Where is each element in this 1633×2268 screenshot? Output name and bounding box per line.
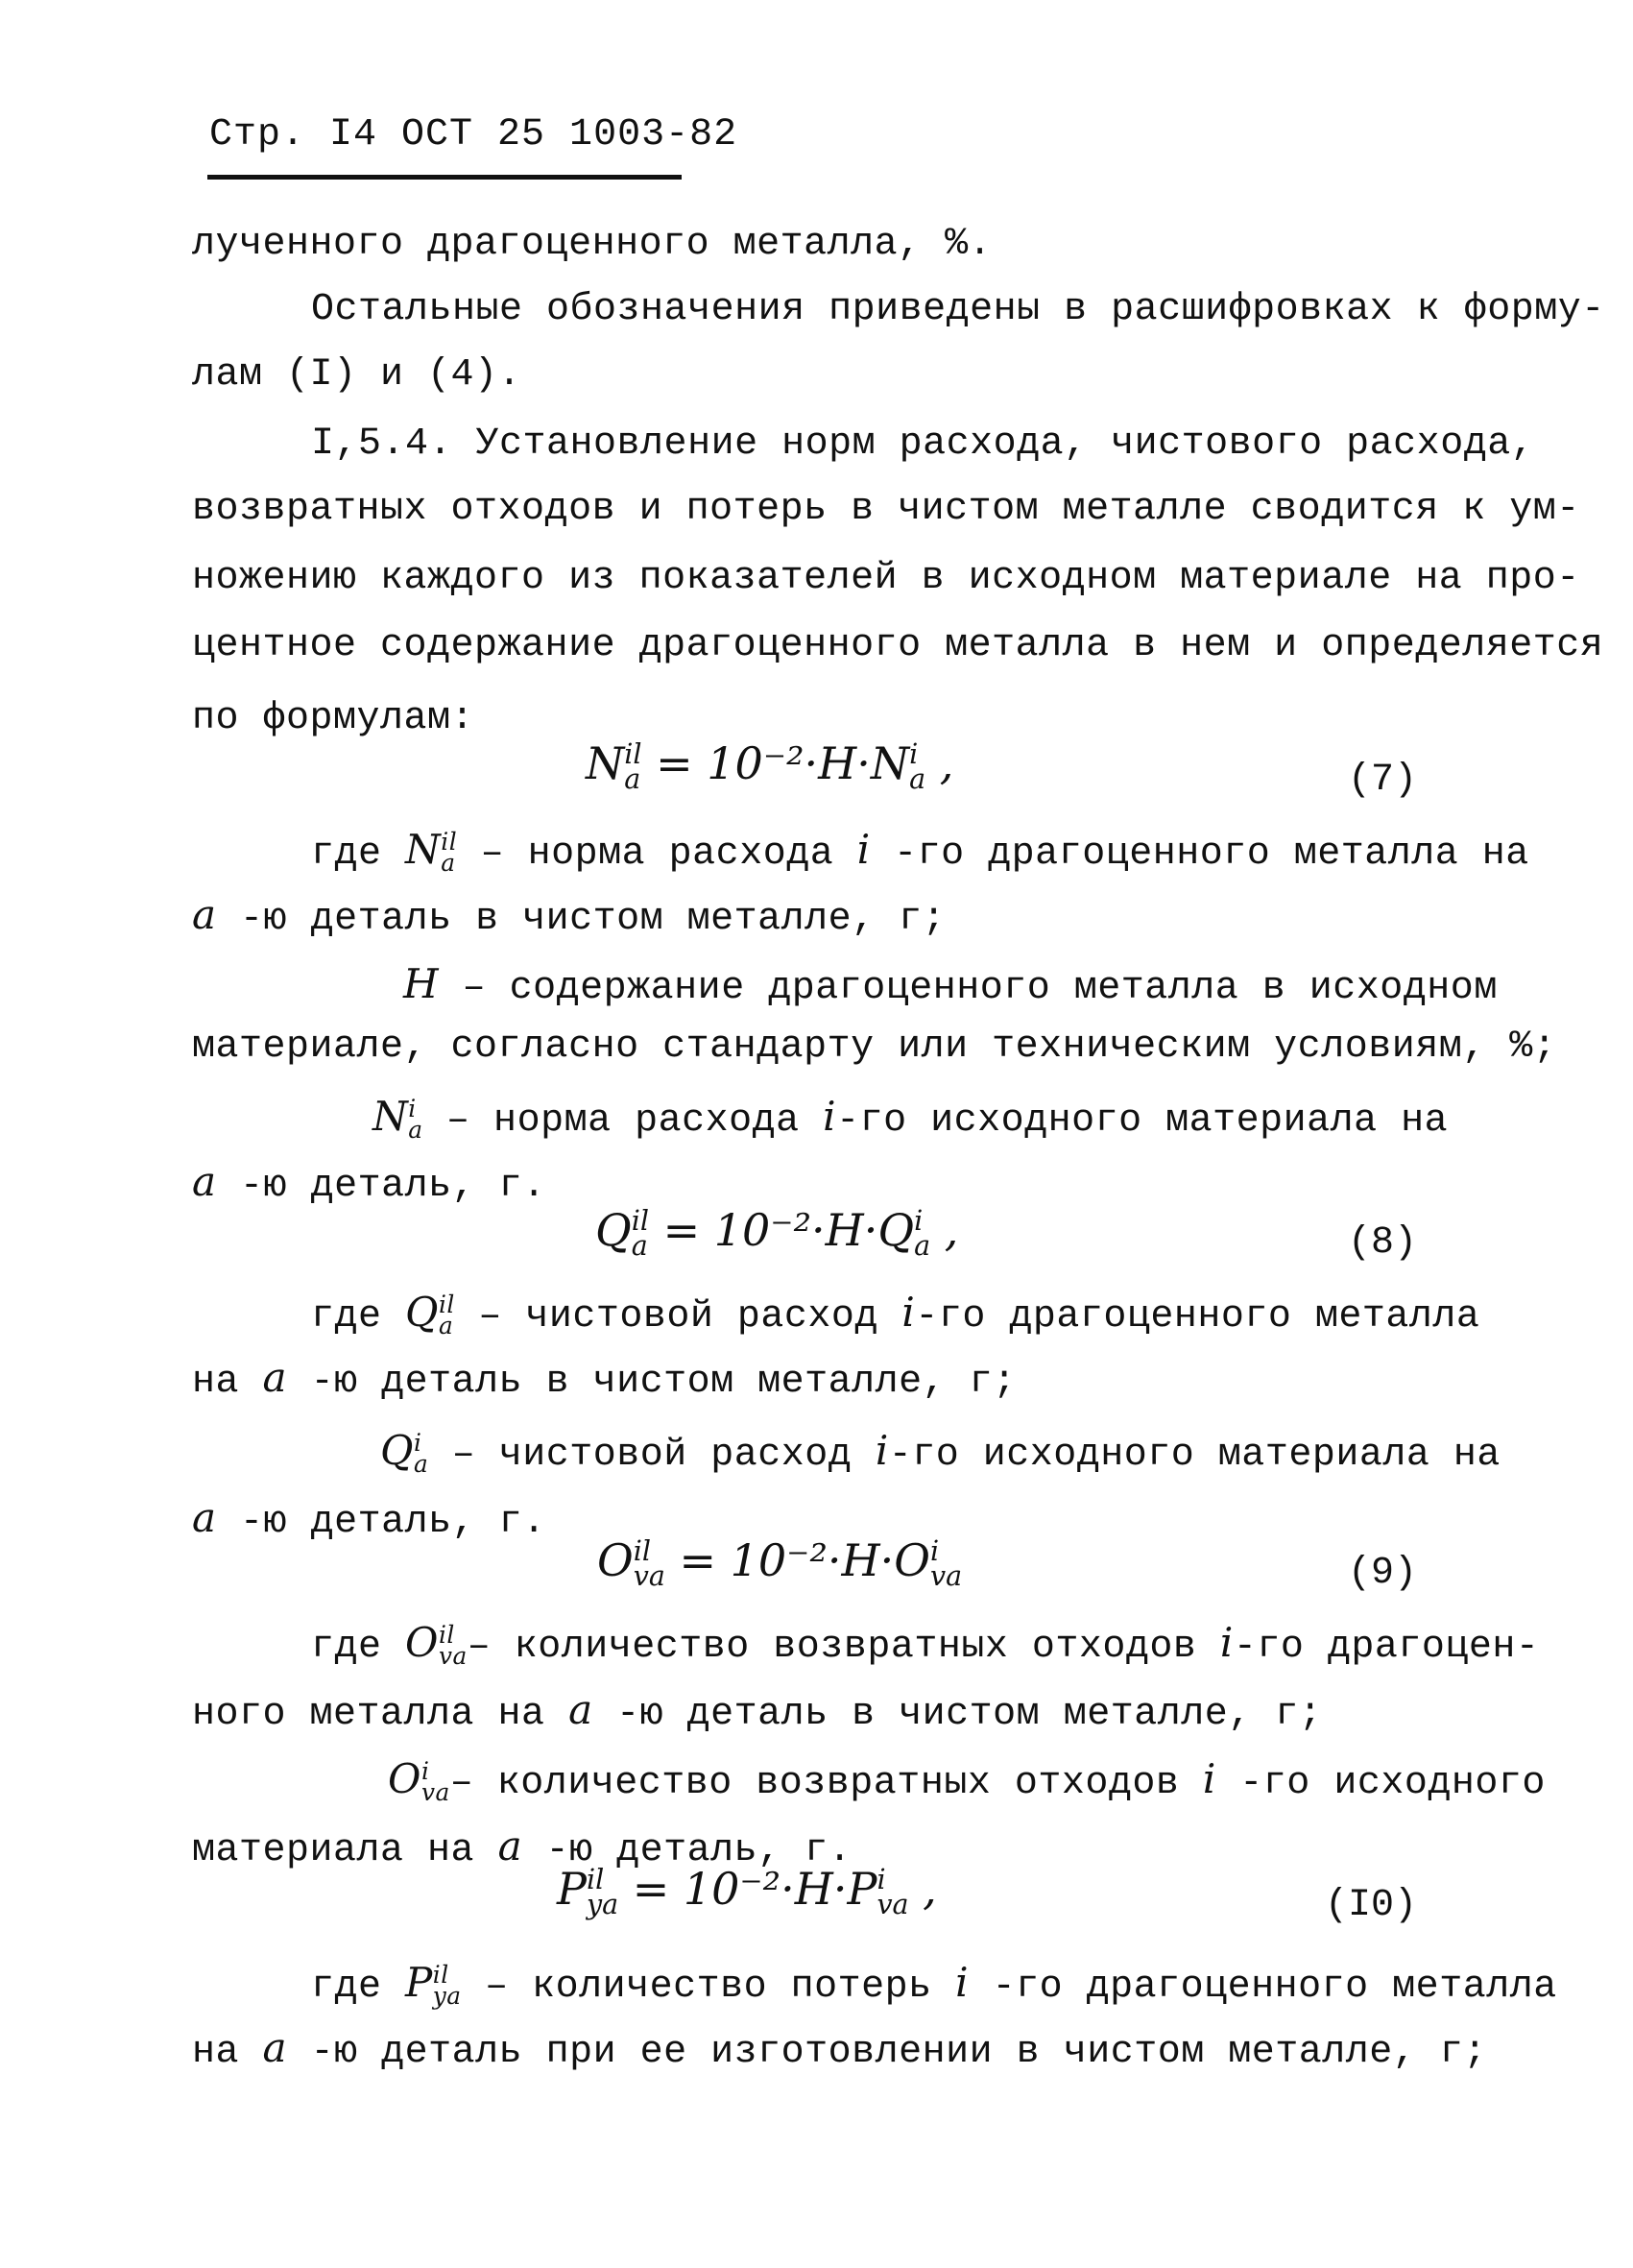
symbol: i [901, 1289, 916, 1336]
symbol: N [405, 826, 442, 873]
sup: i [929, 1535, 940, 1568]
text-line-8: по формулам: [192, 697, 475, 740]
page-header: Стр. I4 ОСТ 25 1003-82 [209, 113, 738, 157]
symbol: i [955, 1959, 970, 2006]
equation-number-9: (9) [1347, 1552, 1417, 1595]
sub: a [909, 763, 926, 795]
sub: va [929, 1560, 963, 1592]
header-underline [207, 175, 682, 180]
def-7b [403, 960, 1498, 1010]
sub: a [624, 763, 641, 795]
t: -го исходного материала на [888, 1434, 1501, 1477]
sup: il [438, 1621, 455, 1650]
symbol: i [1202, 1755, 1216, 1802]
def-7a [311, 826, 1529, 876]
formula-8-rhs: = 10⁻²·H·Q [648, 1204, 915, 1256]
t: -ю деталь в чистом металле, г; [216, 898, 947, 941]
t: – количество возвратных отходов [467, 1626, 1220, 1669]
symbol: O [405, 1619, 439, 1666]
sup: i [909, 738, 919, 771]
t: на [192, 1361, 263, 1404]
formula-7 [586, 737, 954, 795]
def-9b [388, 1755, 1546, 1805]
symbol: i [823, 1093, 837, 1140]
symbol: P [405, 1959, 433, 2006]
symbol: a [192, 891, 217, 938]
sub: va [420, 1778, 450, 1807]
t: -го драгоцен- [1233, 1626, 1540, 1669]
t: – содержание драгоценного металла в исходном [439, 967, 1498, 1010]
def-8a-line2 [192, 1354, 1017, 1404]
sub: ya [586, 1889, 619, 1920]
t: -ю деталь в чистом металле, г; [287, 1361, 1017, 1404]
formula-9-rhs: = 10⁻²·H·O [664, 1534, 930, 1586]
t: -го исходного материала на [836, 1099, 1449, 1143]
symbol: a [262, 2024, 288, 2071]
t: -ю деталь при ее изготовлении в чистом металле, г; [287, 2031, 1487, 2074]
formula-10-rhs: = 10⁻²·H·P [618, 1863, 877, 1915]
sub: a [631, 1230, 648, 1262]
symbol: a [192, 1158, 217, 1205]
t: -го драгоценного металла [969, 1966, 1557, 2009]
formula-7-rhs: = 10⁻²·H·N [641, 737, 910, 789]
sup: il [631, 1205, 649, 1238]
text-line-3: лам (I) и (4). [192, 353, 522, 397]
equation-number-8: (8) [1347, 1221, 1417, 1265]
sup: i [413, 1429, 422, 1458]
formula-9 [597, 1534, 963, 1592]
t: на [192, 2031, 263, 2074]
text-line-5: возвратных отходов и потерь в чистом металле сводится к ум- [192, 488, 1580, 531]
formula-9-lhs: O [597, 1534, 634, 1586]
def-10a-line2 [192, 2024, 1487, 2074]
t: где [311, 1626, 406, 1669]
text-line-4: I,5.4. Установление норм расхода, чистового расхода, [311, 422, 1535, 466]
def-9a [311, 1619, 1539, 1669]
formula-10-lhs: P [557, 1863, 587, 1915]
formula-8-lhs: Q [595, 1204, 632, 1256]
t: ного металла на [192, 1693, 569, 1736]
symbol: a [497, 1822, 523, 1870]
text-line-7: центное содержание драгоценного металла в нем и определяется [192, 624, 1604, 667]
symbol: i [1219, 1619, 1234, 1666]
t: -ю деталь, г. [522, 1829, 853, 1872]
symbol: Q [405, 1289, 439, 1336]
t: -го исходного [1215, 1762, 1546, 1805]
sup: il [633, 1535, 651, 1568]
formula-10-tail: , [908, 1863, 937, 1915]
def-8b-line2 [192, 1494, 546, 1544]
symbol: i [875, 1427, 889, 1474]
t: -го драгоценного металла [915, 1295, 1480, 1339]
symbol: H [403, 960, 440, 1007]
formula-10 [557, 1863, 937, 1918]
symbol: a [192, 1494, 217, 1541]
t: – чистовой расход [428, 1434, 876, 1477]
formula-8 [595, 1204, 959, 1262]
equation-number-7: (7) [1347, 759, 1417, 802]
sub: va [877, 1889, 909, 1920]
t: где [311, 1295, 406, 1339]
symbol: Q [380, 1427, 414, 1474]
sup: i [420, 1757, 430, 1786]
t: – количество возвратных отходов [449, 1762, 1203, 1805]
t: – количество потерь [461, 1966, 956, 2009]
symbol: a [262, 1354, 288, 1401]
formula-7-tail: , [925, 737, 954, 789]
sub: a [441, 849, 456, 878]
def-8a [311, 1289, 1479, 1339]
t: – норма расхода [457, 832, 857, 876]
t: где [311, 1966, 406, 2009]
def-8b [380, 1427, 1501, 1477]
t: -ю деталь, г. [216, 1165, 546, 1208]
text-line-1: лученного драгоценного металла, %. [192, 223, 993, 266]
sub: a [914, 1230, 931, 1262]
t: -ю деталь в чистом металле, г; [592, 1693, 1323, 1736]
def-7a-line2 [192, 891, 946, 941]
t: – чистовой расход [454, 1295, 902, 1339]
sub: a [413, 1450, 429, 1479]
t: – норма расхода [422, 1099, 824, 1143]
symbol: a [568, 1686, 593, 1733]
sup: il [624, 738, 642, 771]
text-line-2: Остальные обозначения приведены в расшифровках к форму- [311, 288, 1605, 331]
sup: il [438, 1291, 455, 1319]
sup: il [586, 1864, 605, 1896]
symbol: i [856, 826, 871, 873]
def-10a [311, 1959, 1557, 2009]
t: -го драгоценного металла на [870, 832, 1529, 876]
sub: a [408, 1116, 423, 1145]
sub: a [438, 1312, 454, 1340]
sup: i [408, 1095, 417, 1123]
formula-7-lhs: N [586, 737, 625, 789]
equation-number-10: (I0) [1324, 1884, 1417, 1927]
def-7c [372, 1093, 1448, 1143]
sub: ya [432, 1982, 462, 2011]
symbol: N [372, 1093, 409, 1140]
sup: il [432, 1961, 449, 1990]
t: где [311, 832, 406, 876]
sup: i [877, 1864, 886, 1896]
def-9a-line2 [192, 1686, 1322, 1736]
text-line-6: ножению каждого из показателей в исходном материале на про- [192, 557, 1580, 600]
t: -ю деталь, г. [216, 1501, 546, 1544]
sub: va [633, 1560, 665, 1592]
t: материала на [192, 1829, 498, 1872]
sup: il [441, 828, 458, 857]
def-7b-line2: материале, согласно стандарту или техническим условиям, %; [192, 1025, 1557, 1069]
formula-8-tail: , [930, 1204, 959, 1256]
symbol: O [388, 1755, 421, 1802]
sub: va [438, 1642, 468, 1671]
def-7c-line2 [192, 1158, 546, 1208]
sup: i [914, 1205, 924, 1238]
